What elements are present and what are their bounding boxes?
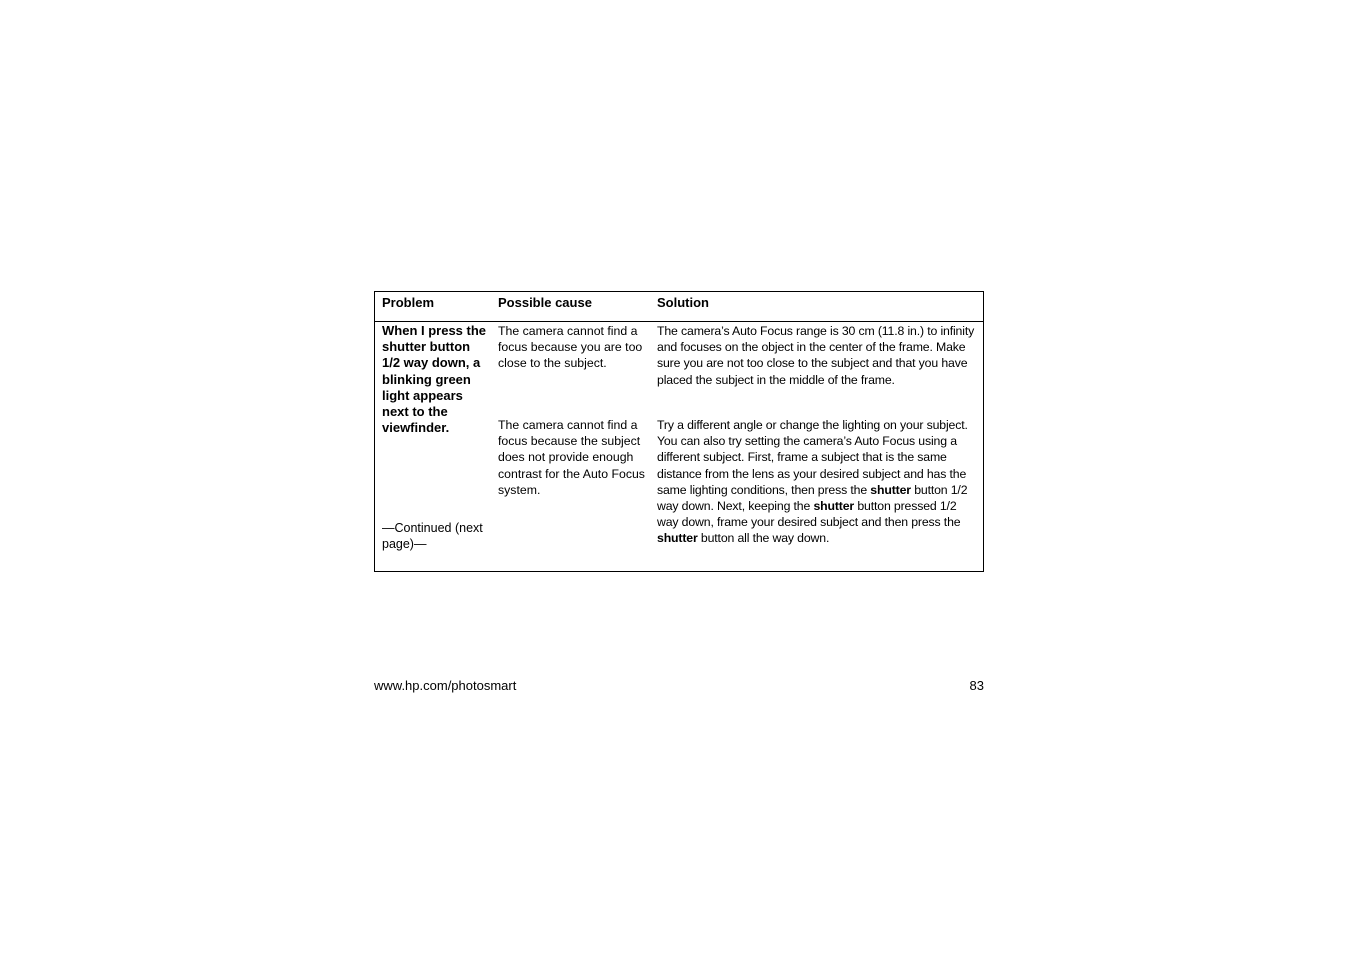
footer-url: www.hp.com/photosmart	[374, 678, 517, 693]
solution-2-part-2: button 1/2 way down. Next, keeping the	[657, 482, 968, 514]
solution-1: The camera’s Auto Focus range is 30 cm (11.8 in.) to infinity and focuses on the object in the center of the frame. Make sure you are not too close to the subject and that you have placed the subject in the middle of the frame.	[657, 324, 975, 387]
solution-2-part-3: button pressed 1/2 way down, frame your desired subject and then press the	[657, 499, 961, 530]
solution-2-part-4: button all the way down.	[697, 531, 830, 546]
cause-2: The camera cannot find a focus because the subject does not provide enough contrast for the Auto Focus system.	[498, 418, 645, 497]
solution-2	[657, 417, 979, 547]
header-problem: Problem	[382, 295, 435, 310]
shutter-term-3: shutter	[657, 531, 698, 546]
continued-text: —Continued (next page)—	[382, 521, 483, 552]
table-header-row	[375, 292, 983, 322]
cause-1: The camera cannot find a focus because you are too close to the subject.	[498, 324, 643, 371]
continued-note	[382, 520, 490, 552]
shutter-term-2: shutter	[813, 499, 855, 514]
troubleshooting-table	[374, 291, 984, 572]
shutter-term-1: shutter	[870, 482, 911, 497]
header-possible-cause: Possible cause	[498, 295, 592, 310]
header-solution: Solution	[657, 295, 709, 310]
page-number: 83	[969, 678, 984, 693]
problem-text: When I press the shutter button 1/2 way down, a blinking green light appears next to the viewfinder.	[382, 323, 487, 436]
solution-2-part-1: Try a different angle or change the lighting on your subject. You can also try setting the camera’s Auto Focus using a different subject. First, frame a subject that is the same distance from the lens as your desired subject and has the same lighting conditions, then press the	[657, 418, 968, 497]
